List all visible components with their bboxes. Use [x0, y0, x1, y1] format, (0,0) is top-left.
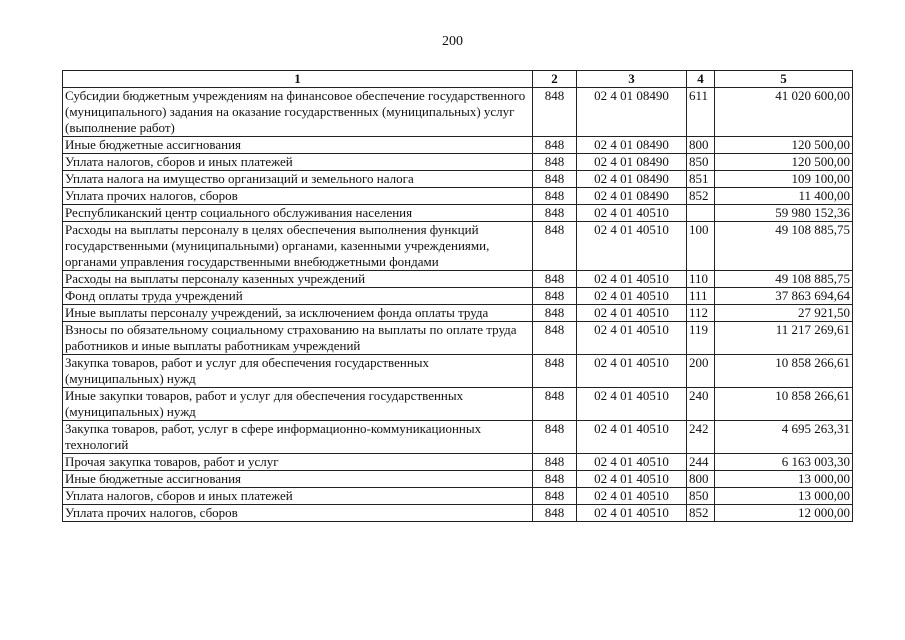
row-target-code-cell: 02 4 01 40510 — [577, 488, 687, 505]
row-amount-cell: 120 500,00 — [715, 137, 853, 154]
table-row — [63, 154, 853, 171]
table-row — [63, 322, 853, 355]
row-target-code-cell: 02 4 01 08490 — [577, 188, 687, 205]
row-name-cell: Уплата прочих налогов, сборов — [63, 505, 533, 522]
row-name-cell: Закупка товаров, работ, услуг в сфере информационно-коммуникационных технологий — [63, 421, 533, 454]
row-name-cell: Иные выплаты персоналу учреждений, за исключением фонда оплаты труда — [63, 305, 533, 322]
table-row — [63, 88, 853, 137]
row-expense-type-cell: 111 — [687, 288, 715, 305]
row-dept-code-cell: 848 — [533, 305, 577, 322]
row-name-cell: Расходы на выплаты персоналу казенных учреждений — [63, 271, 533, 288]
row-amount-cell: 10 858 266,61 — [715, 388, 853, 421]
row-dept-code-cell: 848 — [533, 471, 577, 488]
row-amount-cell: 12 000,00 — [715, 505, 853, 522]
table-row — [63, 137, 853, 154]
row-amount-cell: 13 000,00 — [715, 471, 853, 488]
row-amount-cell: 41 020 600,00 — [715, 88, 853, 137]
row-target-code-cell: 02 4 01 40510 — [577, 421, 687, 454]
row-dept-code-cell: 848 — [533, 322, 577, 355]
row-name-cell: Иные бюджетные ассигнования — [63, 137, 533, 154]
row-dept-code-cell: 848 — [533, 421, 577, 454]
row-dept-code-cell: 848 — [533, 454, 577, 471]
row-amount-cell: 120 500,00 — [715, 154, 853, 171]
row-amount-cell: 6 163 003,30 — [715, 454, 853, 471]
row-target-code-cell: 02 4 01 40510 — [577, 388, 687, 421]
column-header-5: 5 — [715, 71, 853, 88]
row-dept-code-cell: 848 — [533, 171, 577, 188]
row-name-cell: Уплата налогов, сборов и иных платежей — [63, 154, 533, 171]
row-amount-cell: 49 108 885,75 — [715, 222, 853, 271]
row-dept-code-cell: 848 — [533, 205, 577, 222]
table-row — [63, 454, 853, 471]
row-amount-cell: 109 100,00 — [715, 171, 853, 188]
row-expense-type-cell: 240 — [687, 388, 715, 421]
row-dept-code-cell: 848 — [533, 137, 577, 154]
row-amount-cell: 49 108 885,75 — [715, 271, 853, 288]
row-expense-type-cell: 100 — [687, 222, 715, 271]
row-dept-code-cell: 848 — [533, 505, 577, 522]
row-expense-type-cell: 119 — [687, 322, 715, 355]
table-row — [63, 505, 853, 522]
row-expense-type-cell: 242 — [687, 421, 715, 454]
row-amount-cell: 37 863 694,64 — [715, 288, 853, 305]
row-name-cell: Уплата налогов, сборов и иных платежей — [63, 488, 533, 505]
row-expense-type-cell: 611 — [687, 88, 715, 137]
budget-table — [62, 70, 853, 522]
row-expense-type-cell: 244 — [687, 454, 715, 471]
row-target-code-cell: 02 4 01 40510 — [577, 288, 687, 305]
row-expense-type-cell: 112 — [687, 305, 715, 322]
row-amount-cell: 4 695 263,31 — [715, 421, 853, 454]
row-dept-code-cell: 848 — [533, 355, 577, 388]
row-expense-type-cell — [687, 205, 715, 222]
table-row — [63, 288, 853, 305]
row-target-code-cell: 02 4 01 40510 — [577, 222, 687, 271]
row-expense-type-cell: 200 — [687, 355, 715, 388]
table-row — [63, 222, 853, 271]
row-name-cell: Прочая закупка товаров, работ и услуг — [63, 454, 533, 471]
row-expense-type-cell: 110 — [687, 271, 715, 288]
row-name-cell: Закупка товаров, работ и услуг для обеспечения государственных (муниципальных) нужд — [63, 355, 533, 388]
row-expense-type-cell: 850 — [687, 488, 715, 505]
table-body — [63, 88, 853, 522]
row-name-cell: Иные закупки товаров, работ и услуг для обеспечения государственных (муниципальных) нужд — [63, 388, 533, 421]
row-target-code-cell: 02 4 01 40510 — [577, 454, 687, 471]
row-expense-type-cell: 852 — [687, 505, 715, 522]
row-expense-type-cell: 851 — [687, 171, 715, 188]
table-row — [63, 488, 853, 505]
table-row — [63, 355, 853, 388]
table-row — [63, 305, 853, 322]
row-target-code-cell: 02 4 01 08490 — [577, 154, 687, 171]
row-amount-cell: 11 400,00 — [715, 188, 853, 205]
row-amount-cell: 10 858 266,61 — [715, 355, 853, 388]
row-name-cell: Уплата прочих налогов, сборов — [63, 188, 533, 205]
row-dept-code-cell: 848 — [533, 488, 577, 505]
table-row — [63, 271, 853, 288]
row-name-cell: Расходы на выплаты персоналу в целях обеспечения выполнения функций государственными (муниципальными) органами, казенными учреждениями, органами управления государственными внебюджетными фондами — [63, 222, 533, 271]
table-row — [63, 205, 853, 222]
row-amount-cell: 59 980 152,36 — [715, 205, 853, 222]
header-row — [63, 71, 853, 88]
row-name-cell: Иные бюджетные ассигнования — [63, 471, 533, 488]
table-row — [63, 421, 853, 454]
row-dept-code-cell: 848 — [533, 154, 577, 171]
table-header — [63, 71, 853, 88]
row-name-cell: Взносы по обязательному социальному страхованию на выплаты по оплате труда работников и иные выплаты работникам учреждений — [63, 322, 533, 355]
row-target-code-cell: 02 4 01 08490 — [577, 171, 687, 188]
row-expense-type-cell: 800 — [687, 137, 715, 154]
row-name-cell: Фонд оплаты труда учреждений — [63, 288, 533, 305]
row-name-cell: Республиканский центр социального обслуживания населения — [63, 205, 533, 222]
row-target-code-cell: 02 4 01 08490 — [577, 137, 687, 154]
row-dept-code-cell: 848 — [533, 288, 577, 305]
row-amount-cell: 13 000,00 — [715, 488, 853, 505]
row-target-code-cell: 02 4 01 40510 — [577, 305, 687, 322]
row-target-code-cell: 02 4 01 40510 — [577, 205, 687, 222]
row-dept-code-cell: 848 — [533, 222, 577, 271]
row-target-code-cell: 02 4 01 40510 — [577, 471, 687, 488]
column-header-4: 4 — [687, 71, 715, 88]
row-expense-type-cell: 800 — [687, 471, 715, 488]
table-row — [63, 388, 853, 421]
table-row — [63, 188, 853, 205]
row-dept-code-cell: 848 — [533, 88, 577, 137]
row-dept-code-cell: 848 — [533, 188, 577, 205]
row-target-code-cell: 02 4 01 40510 — [577, 505, 687, 522]
row-amount-cell: 11 217 269,61 — [715, 322, 853, 355]
row-dept-code-cell: 848 — [533, 388, 577, 421]
table-row — [63, 471, 853, 488]
page-number: 200 — [442, 34, 463, 49]
row-target-code-cell: 02 4 01 08490 — [577, 88, 687, 137]
row-target-code-cell: 02 4 01 40510 — [577, 355, 687, 388]
column-header-2: 2 — [533, 71, 577, 88]
table-row — [63, 171, 853, 188]
row-amount-cell: 27 921,50 — [715, 305, 853, 322]
column-header-3: 3 — [577, 71, 687, 88]
row-expense-type-cell: 850 — [687, 154, 715, 171]
column-header-1: 1 — [63, 71, 533, 88]
row-name-cell: Субсидии бюджетным учреждениям на финансовое обеспечение государственного (муниципального) задания на оказание государственных (муниципальных) услуг (выполнение работ) — [63, 88, 533, 137]
row-target-code-cell: 02 4 01 40510 — [577, 271, 687, 288]
row-expense-type-cell: 852 — [687, 188, 715, 205]
row-name-cell: Уплата налога на имущество организаций и земельного налога — [63, 171, 533, 188]
row-dept-code-cell: 848 — [533, 271, 577, 288]
row-target-code-cell: 02 4 01 40510 — [577, 322, 687, 355]
